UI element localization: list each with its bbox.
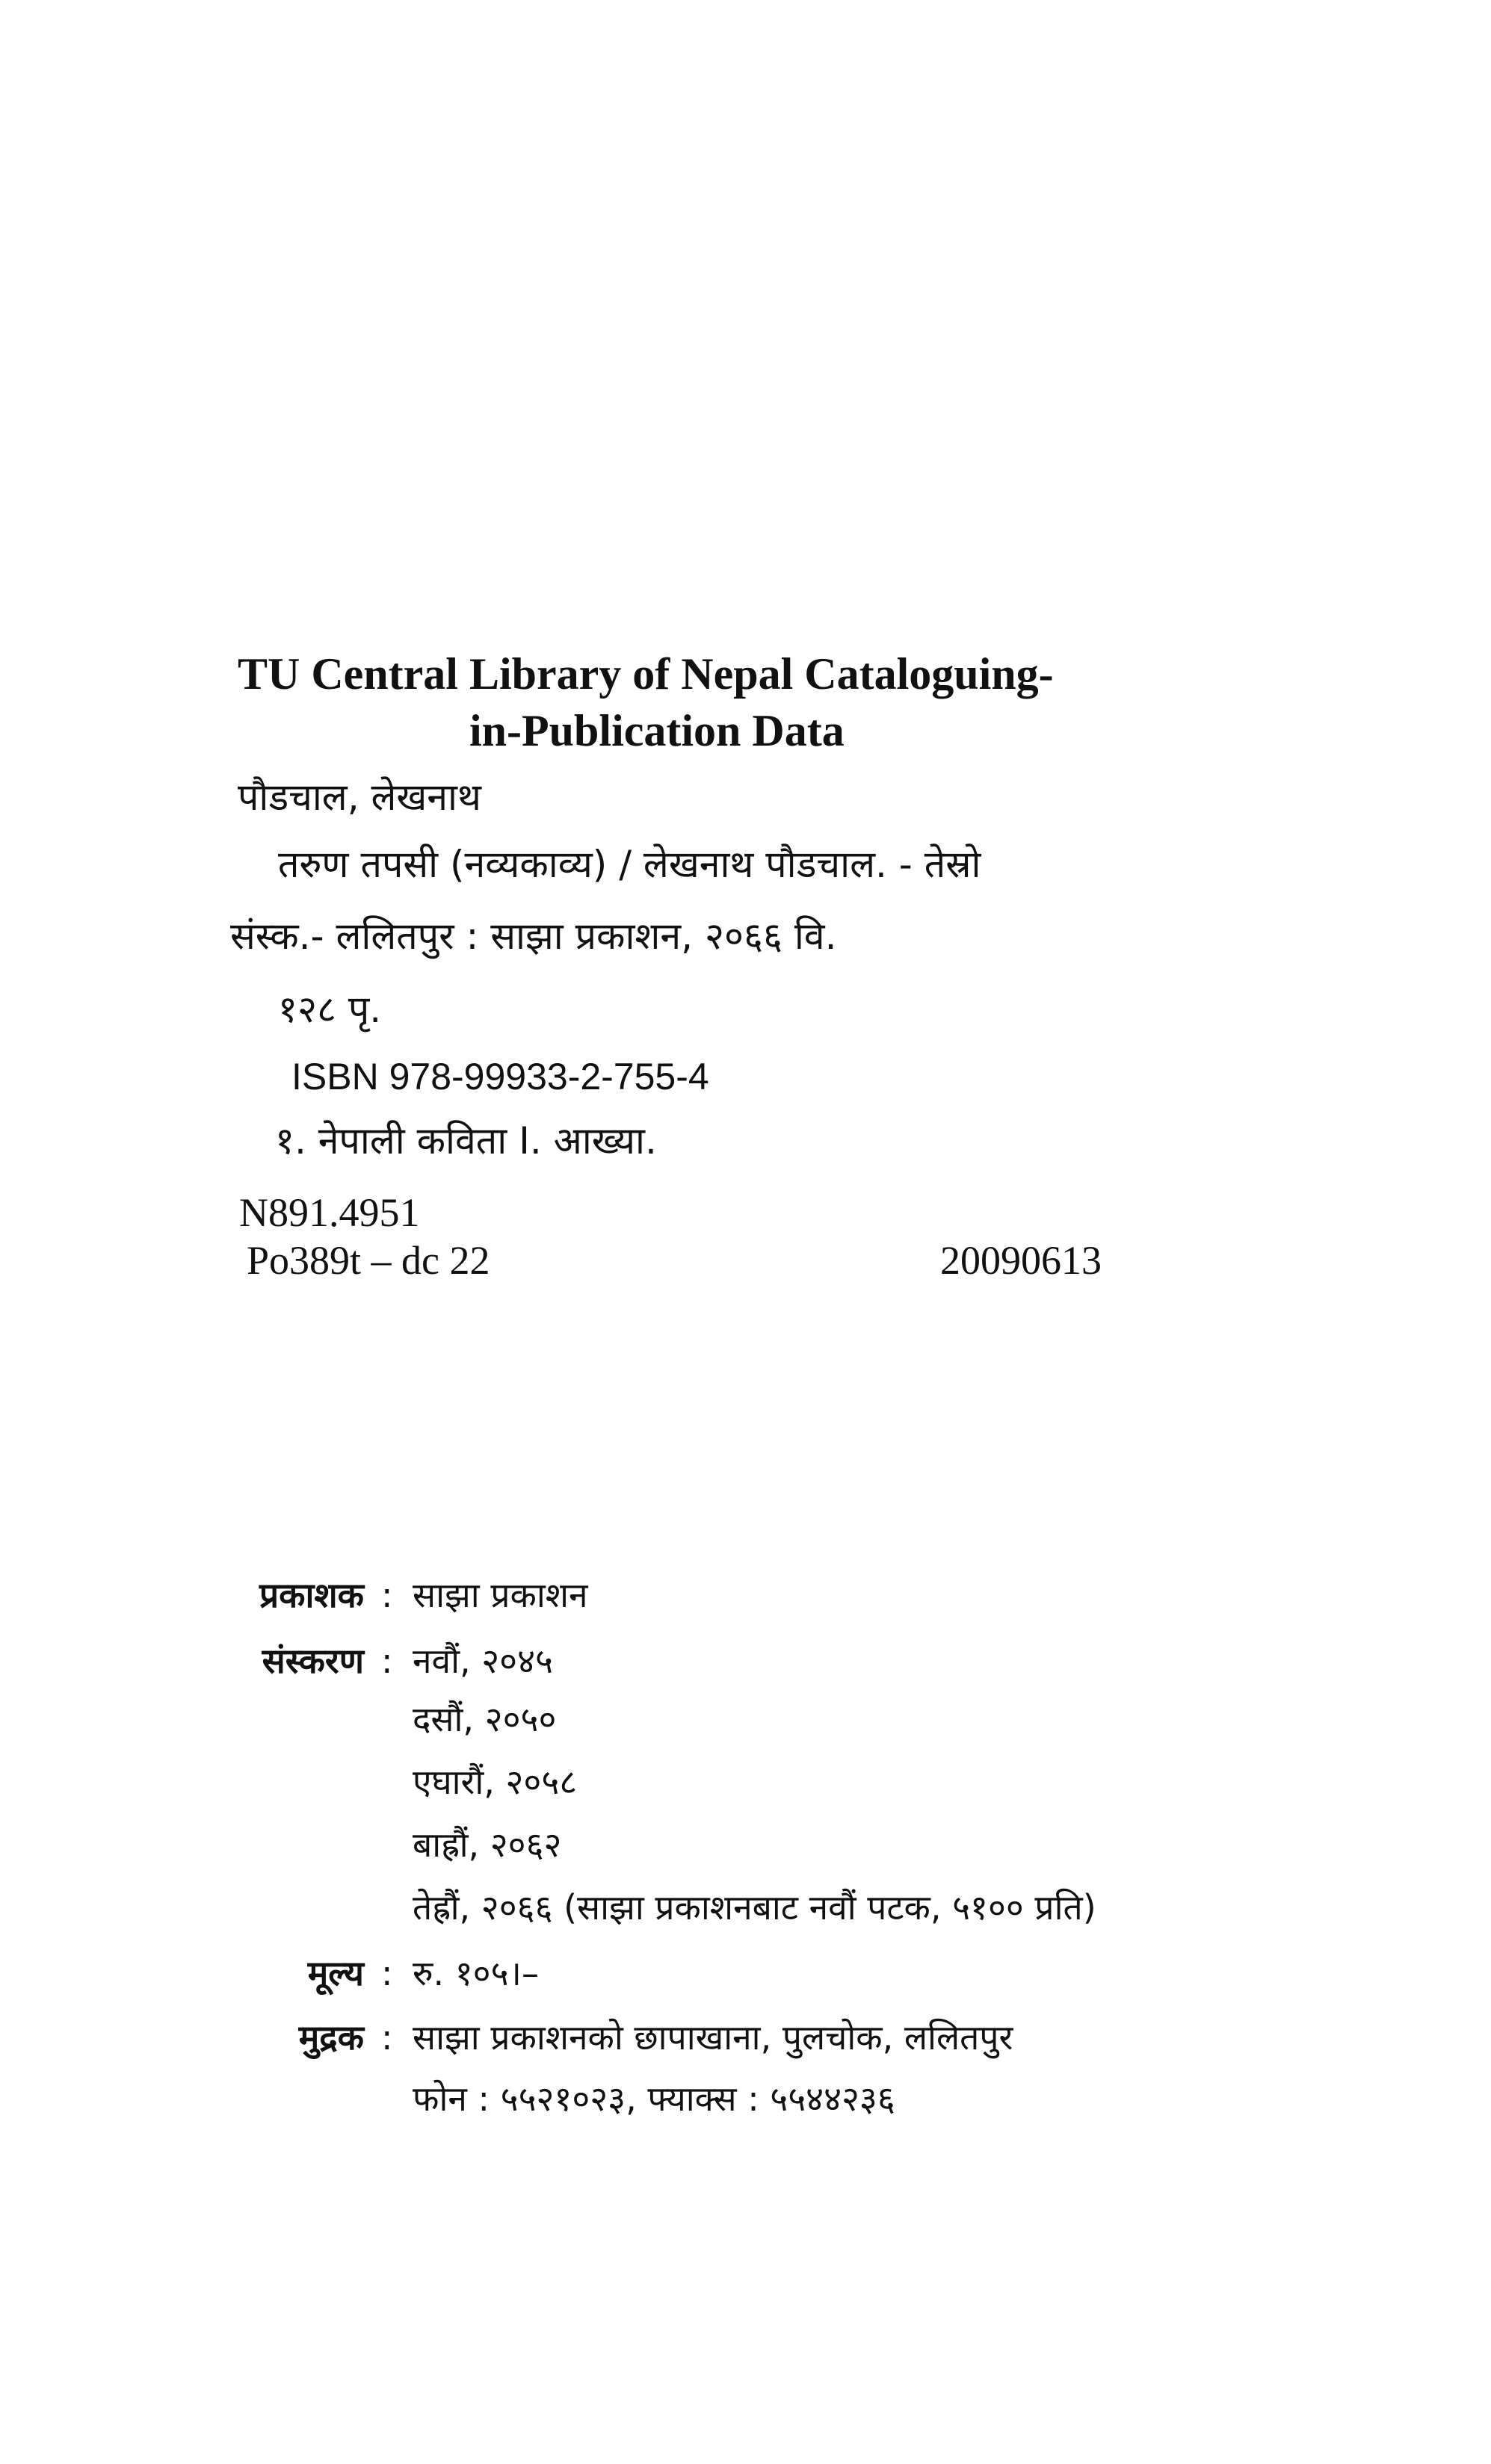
printer-label: मुद्रक xyxy=(298,2017,364,2058)
cip-author: पौडचाल, लेखनाथ xyxy=(238,776,481,819)
cip-pages: १२८ पृ. xyxy=(278,988,382,1031)
editions-colon: : xyxy=(381,1641,393,1681)
edition-item: एघारौं, २०५८ xyxy=(413,1762,578,1802)
edition-item: बाह्रौं, २०६२ xyxy=(413,1824,562,1865)
cip-date-code: 20090613 xyxy=(940,1238,1102,1283)
cip-edition-imprint: संस्क.- ललितपुर : साझा प्रकाशन, २०६६ वि. xyxy=(230,914,837,958)
cip-title-line-2: in-Publication Data xyxy=(469,706,845,755)
publisher-name: साझा प्रकाशन xyxy=(413,1575,588,1615)
cip-isbn: ISBN 978-99933-2-755-4 xyxy=(291,1056,709,1098)
printer-colon: : xyxy=(381,2017,393,2058)
edition-item: दसौं, २०५० xyxy=(413,1699,557,1739)
cip-call-number: Po389t – dc 22 xyxy=(247,1238,490,1283)
printer-name: साझा प्रकाशनको छापाखाना, पुलचोक, ललितपुर xyxy=(413,2017,1013,2058)
printer-phone-fax: फोन : ५५२१०२३, फ्याक्स : ५५४४२३६ xyxy=(413,2078,895,2119)
edition-item: तेह्रौं, २०६६ (साझा प्रकाशनबाट नवौं पटक, ५१०० प्रति) xyxy=(413,1887,1096,1928)
editions-label: संस्करण xyxy=(262,1641,364,1681)
price-colon: : xyxy=(381,1953,393,1993)
price-value: रु. १०५।– xyxy=(413,1953,539,1993)
cip-subject: १. नेपाली कविता I. आख्या. xyxy=(275,1119,657,1163)
cip-title-line-1: TU Central Library of Nepal Cataloguing- xyxy=(238,649,1054,699)
edition-item: नवौं, २०४५ xyxy=(413,1641,553,1681)
price-label: मूल्य xyxy=(307,1953,364,1993)
cip-class-number: N891.4951 xyxy=(239,1190,420,1235)
publisher-colon: : xyxy=(381,1575,393,1615)
cip-title-statement: तरुण तपसी (नव्यकाव्य) / लेखनाथ पौडचाल. - तेस्रो xyxy=(278,843,981,886)
publisher-label: प्रकाशक xyxy=(259,1575,364,1615)
